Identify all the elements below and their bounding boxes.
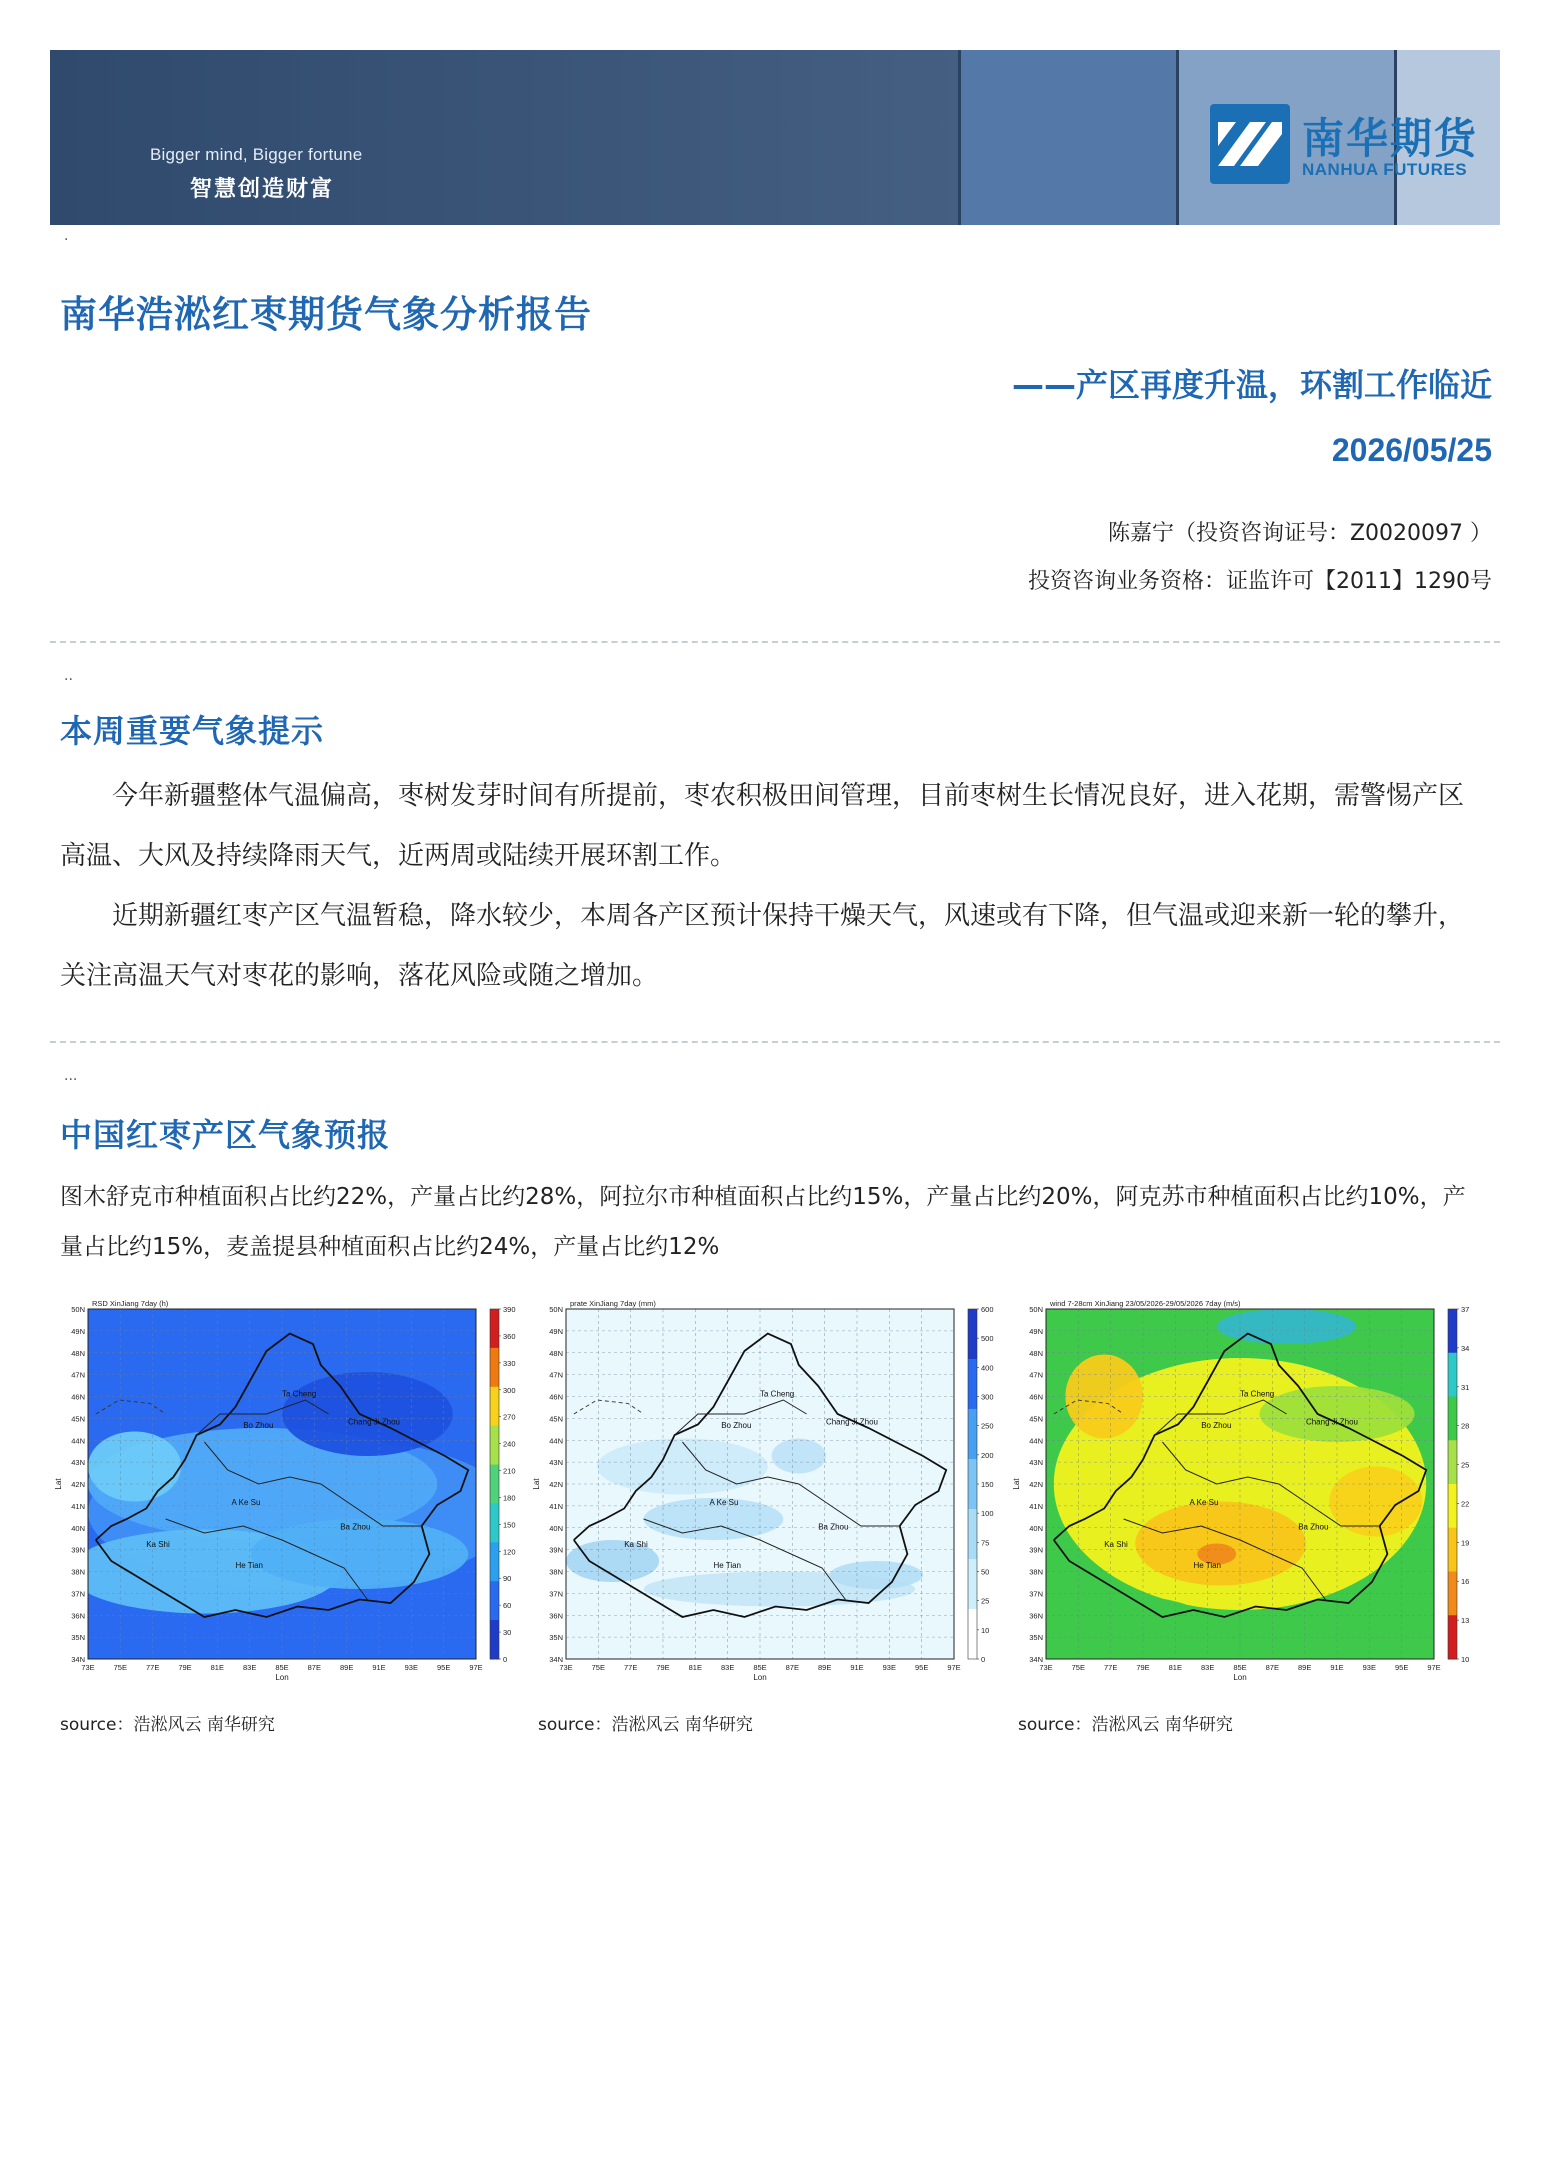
colorbar-tick-label: 25 bbox=[981, 1596, 990, 1606]
figure-source: source：浩淞风云 南华研究 bbox=[1018, 1715, 1233, 1735]
banner-divider bbox=[958, 50, 961, 225]
y-tick-label: 48N bbox=[71, 1348, 85, 1358]
colorbar-tick-label: 19 bbox=[1461, 1538, 1470, 1548]
map-sunshine-svg bbox=[55, 1295, 525, 1695]
colorbar-tick-label: 400 bbox=[981, 1363, 994, 1373]
map-precip-svg bbox=[533, 1295, 1003, 1695]
x-tick-label: 81E bbox=[210, 1663, 225, 1672]
colorbar-tick-label: 500 bbox=[981, 1334, 994, 1344]
colorbar-tick-label: 0 bbox=[981, 1655, 986, 1664]
colorbar-tick-label: 25 bbox=[1461, 1460, 1470, 1470]
colorbar-tick-label: 330 bbox=[503, 1358, 516, 1368]
colorbar-tick-label: 150 bbox=[503, 1520, 516, 1530]
marker-dots: ... bbox=[64, 1068, 78, 1084]
y-tick-label: 35N bbox=[549, 1633, 563, 1643]
paragraph-1: 今年新疆整体气温偏高，枣树发芽时间有所提前，枣农积极田间管理，目前枣树生长情况良好，进入花期，需警惕产区高温、大风及持续降雨天气，近两周或陆续开展环割工作。 bbox=[60, 781, 1465, 871]
y-tick-label: 44N bbox=[1029, 1436, 1043, 1446]
colorbar-tick-label: 31 bbox=[1461, 1382, 1470, 1392]
y-tick-label: 36N bbox=[1029, 1611, 1043, 1621]
x-tick-label: 77E bbox=[623, 1663, 638, 1672]
x-tick-label: 97E bbox=[469, 1663, 483, 1672]
x-tick-label: 77E bbox=[1103, 1663, 1118, 1672]
x-tick-label: 95E bbox=[914, 1663, 929, 1672]
y-tick-label: 50N bbox=[1029, 1305, 1043, 1314]
colorbar-tick-label: 50 bbox=[981, 1567, 990, 1577]
license-line: 投资咨询业务资格：证监许可【2011】1290号 bbox=[1028, 569, 1492, 594]
y-tick-label: 37N bbox=[1029, 1589, 1043, 1599]
place-label: Ta Cheng bbox=[282, 1389, 317, 1399]
marker-dot: · bbox=[64, 232, 69, 248]
x-tick-label: 89E bbox=[817, 1663, 832, 1672]
x-axis-label: Lon bbox=[753, 1673, 767, 1682]
report-title: 南华浩淞红枣期货气象分析报告 bbox=[60, 293, 592, 336]
x-tick-label: 83E bbox=[242, 1663, 257, 1672]
y-axis-label: Lat bbox=[532, 1478, 541, 1490]
colorbar-tick-label: 390 bbox=[503, 1305, 516, 1314]
nanhua-logo bbox=[1210, 104, 1490, 184]
colorbar-tick-label: 30 bbox=[503, 1628, 512, 1638]
report-date: 2026/05/25 bbox=[1331, 432, 1492, 468]
x-tick-label: 85E bbox=[1233, 1663, 1247, 1672]
colorbar-tick-label: 250 bbox=[981, 1421, 994, 1431]
y-tick-label: 46N bbox=[71, 1392, 85, 1402]
colorbar-tick-label: 75 bbox=[981, 1538, 990, 1548]
nanhua-logo-icon bbox=[1210, 104, 1290, 184]
y-tick-label: 39N bbox=[71, 1545, 85, 1555]
figure-source: source：浩淞风云 南华研究 bbox=[538, 1715, 753, 1735]
y-tick-label: 34N bbox=[71, 1655, 85, 1664]
forecast-intro: 图木舒克市种植面积占比约22%，产量占比约28%，阿拉尔市种植面积占比约15%，产量占比约20%，阿克苏市种植面积占比约10%，产量占比约15%，麦盖提县种植面积占比约24%，产量占比约12% bbox=[60, 1184, 1466, 1260]
colorbar-tick-label: 360 bbox=[503, 1331, 516, 1341]
y-tick-label: 44N bbox=[71, 1436, 85, 1446]
colorbar-tick-label: 10 bbox=[981, 1625, 990, 1635]
section-title-weather-tips: 本周重要气象提示 bbox=[60, 712, 325, 750]
place-label: Chang Ji Zhou bbox=[825, 1417, 878, 1427]
y-tick-label: 50N bbox=[71, 1305, 85, 1314]
colorbar-tick-label: 10 bbox=[1461, 1655, 1470, 1664]
y-axis-label: Lat bbox=[54, 1478, 63, 1490]
y-tick-label: 49N bbox=[549, 1326, 563, 1336]
map-title: RSD XinJiang 7day (h) bbox=[92, 1299, 169, 1308]
colorbar-tick-label: 270 bbox=[503, 1412, 516, 1422]
marker-dots: .. bbox=[64, 668, 73, 684]
x-tick-label: 87E bbox=[785, 1663, 800, 1672]
colorbar bbox=[968, 1305, 994, 1664]
x-tick-label: 91E bbox=[372, 1663, 386, 1672]
colorbar-tick-label: 240 bbox=[503, 1439, 516, 1449]
x-tick-label: 95E bbox=[1394, 1663, 1409, 1672]
map-wind-svg bbox=[1013, 1295, 1483, 1695]
y-tick-label: 36N bbox=[71, 1611, 85, 1621]
y-tick-label: 43N bbox=[549, 1458, 563, 1468]
y-tick-label: 39N bbox=[1029, 1545, 1043, 1555]
x-tick-label: 91E bbox=[850, 1663, 864, 1672]
report-subtitle: ——产区再度升温，环割工作临近 bbox=[1011, 366, 1492, 404]
colorbar-tick-label: 600 bbox=[981, 1305, 994, 1314]
y-tick-label: 46N bbox=[1029, 1392, 1043, 1402]
y-tick-label: 38N bbox=[71, 1567, 85, 1577]
map-colour-field bbox=[69, 1309, 515, 1659]
colorbar bbox=[1448, 1305, 1469, 1664]
x-tick-label: 73E bbox=[81, 1663, 95, 1672]
y-tick-label: 38N bbox=[1029, 1567, 1043, 1577]
place-label: Ka Shi bbox=[624, 1540, 648, 1549]
banner-divider bbox=[1176, 50, 1179, 225]
banner-band-mid bbox=[960, 50, 1178, 225]
x-tick-label: 89E bbox=[339, 1663, 354, 1672]
y-tick-label: 42N bbox=[71, 1480, 85, 1489]
section-title-forecast: 中国红枣产区气象预报 bbox=[60, 1116, 391, 1154]
place-label: He Tian bbox=[713, 1561, 742, 1570]
x-tick-label: 93E bbox=[404, 1663, 419, 1672]
section-divider bbox=[50, 641, 1500, 643]
y-tick-label: 50N bbox=[549, 1305, 563, 1314]
x-tick-label: 83E bbox=[1200, 1663, 1215, 1672]
colorbar-tick-label: 22 bbox=[1461, 1499, 1470, 1509]
place-label: Ba Zhou bbox=[340, 1522, 371, 1532]
x-tick-label: 93E bbox=[882, 1663, 897, 1672]
y-tick-label: 46N bbox=[549, 1392, 563, 1402]
y-tick-label: 45N bbox=[549, 1414, 563, 1424]
colorbar-tick-label: 37 bbox=[1461, 1305, 1470, 1314]
colorbar-tick-label: 13 bbox=[1461, 1616, 1470, 1626]
colorbar-tick-label: 90 bbox=[503, 1574, 512, 1584]
colorbar-tick-label: 300 bbox=[503, 1385, 516, 1395]
x-tick-label: 73E bbox=[1039, 1663, 1053, 1672]
place-label: Ka Shi bbox=[146, 1540, 170, 1549]
y-tick-label: 35N bbox=[1029, 1633, 1043, 1643]
logo-text-chinese: 南华期货 bbox=[1302, 114, 1479, 163]
colorbar-tick-label: 300 bbox=[981, 1392, 994, 1402]
y-tick-label: 47N bbox=[549, 1370, 563, 1380]
x-tick-label: 79E bbox=[1136, 1663, 1150, 1672]
x-tick-label: 87E bbox=[1265, 1663, 1280, 1672]
x-tick-label: 87E bbox=[307, 1663, 322, 1672]
place-label: Chang Ji Zhou bbox=[1305, 1417, 1358, 1427]
paragraph-2: 近期新疆红枣产区气温暂稳，降水较少，本周各产区预计保持干燥天气，风速或有下降，但气温或迎来新一轮的攀升，关注高温天气对枣花的影响，落花风险或随之增加。 bbox=[60, 901, 1465, 991]
colorbar-tick-label: 120 bbox=[503, 1547, 516, 1557]
x-tick-label: 77E bbox=[145, 1663, 160, 1672]
y-tick-label: 40N bbox=[1029, 1523, 1043, 1533]
colorbar-tick-label: 210 bbox=[503, 1466, 516, 1476]
place-label: A Ke Su bbox=[231, 1498, 261, 1507]
header-banner bbox=[50, 50, 1500, 225]
place-label: A Ke Su bbox=[1189, 1498, 1219, 1507]
y-tick-label: 38N bbox=[549, 1567, 563, 1577]
figure-source: source：浩淞风云 南华研究 bbox=[60, 1715, 275, 1735]
x-tick-label: 93E bbox=[1362, 1663, 1377, 1672]
y-tick-label: 36N bbox=[549, 1611, 563, 1621]
section-divider bbox=[50, 1041, 1500, 1043]
place-label: Ba Zhou bbox=[818, 1522, 849, 1532]
x-axis-label: Lon bbox=[275, 1673, 289, 1682]
y-tick-label: 34N bbox=[549, 1655, 563, 1664]
map-figure-sunshine bbox=[55, 1295, 525, 1695]
place-label: He Tian bbox=[235, 1561, 264, 1570]
x-tick-label: 75E bbox=[591, 1663, 606, 1672]
x-tick-label: 75E bbox=[113, 1663, 128, 1672]
slogan-chinese: 智慧创造财富 bbox=[190, 177, 335, 202]
map-figure-precip bbox=[533, 1295, 1003, 1695]
x-tick-label: 73E bbox=[559, 1663, 573, 1672]
y-tick-label: 45N bbox=[1029, 1414, 1043, 1424]
y-tick-label: 42N bbox=[549, 1480, 563, 1489]
place-label: Ba Zhou bbox=[1298, 1522, 1329, 1532]
y-tick-label: 48N bbox=[1029, 1348, 1043, 1358]
y-tick-label: 37N bbox=[71, 1589, 85, 1599]
x-tick-label: 91E bbox=[1330, 1663, 1344, 1672]
author-line: 陈嘉宁（投资咨询证号：Z0020097 ） bbox=[1107, 521, 1492, 546]
slogan-english: Bigger mind, Bigger fortune bbox=[150, 145, 363, 164]
x-axis-label: Lon bbox=[1233, 1673, 1247, 1682]
place-label: Ka Shi bbox=[1104, 1540, 1128, 1549]
colorbar-tick-label: 180 bbox=[503, 1493, 516, 1503]
colorbar bbox=[490, 1305, 516, 1664]
y-tick-label: 34N bbox=[1029, 1655, 1043, 1664]
colorbar-tick-label: 16 bbox=[1461, 1577, 1470, 1587]
x-tick-label: 79E bbox=[656, 1663, 670, 1672]
place-label: Bo Zhou bbox=[721, 1421, 752, 1430]
y-tick-label: 37N bbox=[549, 1589, 563, 1599]
y-tick-label: 41N bbox=[549, 1501, 563, 1511]
y-tick-label: 39N bbox=[549, 1545, 563, 1555]
x-tick-label: 97E bbox=[1427, 1663, 1441, 1672]
colorbar-tick-label: 100 bbox=[981, 1509, 994, 1519]
x-tick-label: 85E bbox=[275, 1663, 289, 1672]
place-label: Bo Zhou bbox=[1201, 1421, 1232, 1430]
colorbar-tick-label: 60 bbox=[503, 1601, 512, 1611]
place-label: Ta Cheng bbox=[1240, 1389, 1275, 1399]
x-tick-label: 83E bbox=[720, 1663, 735, 1672]
y-tick-label: 41N bbox=[71, 1501, 85, 1511]
place-label: He Tian bbox=[1193, 1561, 1222, 1570]
y-tick-label: 35N bbox=[71, 1633, 85, 1643]
y-axis-label: Lat bbox=[1012, 1478, 1021, 1490]
x-tick-label: 85E bbox=[753, 1663, 767, 1672]
place-label: Bo Zhou bbox=[243, 1421, 274, 1430]
x-tick-label: 81E bbox=[688, 1663, 703, 1672]
colorbar-tick-label: 0 bbox=[503, 1655, 508, 1664]
y-tick-label: 42N bbox=[1029, 1480, 1043, 1489]
y-tick-label: 49N bbox=[71, 1326, 85, 1336]
y-tick-label: 40N bbox=[549, 1523, 563, 1533]
x-tick-label: 79E bbox=[178, 1663, 192, 1672]
y-tick-label: 49N bbox=[1029, 1326, 1043, 1336]
y-tick-label: 41N bbox=[1029, 1501, 1043, 1511]
x-tick-label: 81E bbox=[1168, 1663, 1183, 1672]
y-tick-label: 48N bbox=[549, 1348, 563, 1358]
y-tick-label: 44N bbox=[549, 1436, 563, 1446]
map-title: prate XinJiang 7day (mm) bbox=[570, 1299, 656, 1308]
x-tick-label: 95E bbox=[436, 1663, 451, 1672]
place-label: A Ke Su bbox=[709, 1498, 739, 1507]
place-label: Chang Ji Zhou bbox=[347, 1417, 400, 1427]
banner-band-dark bbox=[50, 50, 960, 225]
y-tick-label: 43N bbox=[1029, 1458, 1043, 1468]
colorbar-tick-label: 34 bbox=[1461, 1343, 1470, 1353]
map-figure-wind bbox=[1013, 1295, 1483, 1695]
y-tick-label: 47N bbox=[71, 1370, 85, 1380]
x-tick-label: 97E bbox=[947, 1663, 961, 1672]
place-label: Ta Cheng bbox=[760, 1389, 795, 1399]
colorbar-tick-label: 200 bbox=[981, 1450, 994, 1460]
x-tick-label: 75E bbox=[1071, 1663, 1086, 1672]
map-title: wind 7-28cm XinJiang 23/05/2026-29/05/2026 7day (m/s) bbox=[1050, 1299, 1241, 1308]
logo-text-english: NANHUA FUTURES bbox=[1302, 160, 1468, 179]
y-tick-label: 40N bbox=[71, 1523, 85, 1533]
y-tick-label: 45N bbox=[71, 1414, 85, 1424]
colorbar-tick-label: 150 bbox=[981, 1480, 994, 1489]
y-tick-label: 47N bbox=[1029, 1370, 1043, 1380]
x-tick-label: 89E bbox=[1297, 1663, 1312, 1672]
y-tick-label: 43N bbox=[71, 1458, 85, 1468]
colorbar-tick-label: 28 bbox=[1461, 1421, 1470, 1431]
